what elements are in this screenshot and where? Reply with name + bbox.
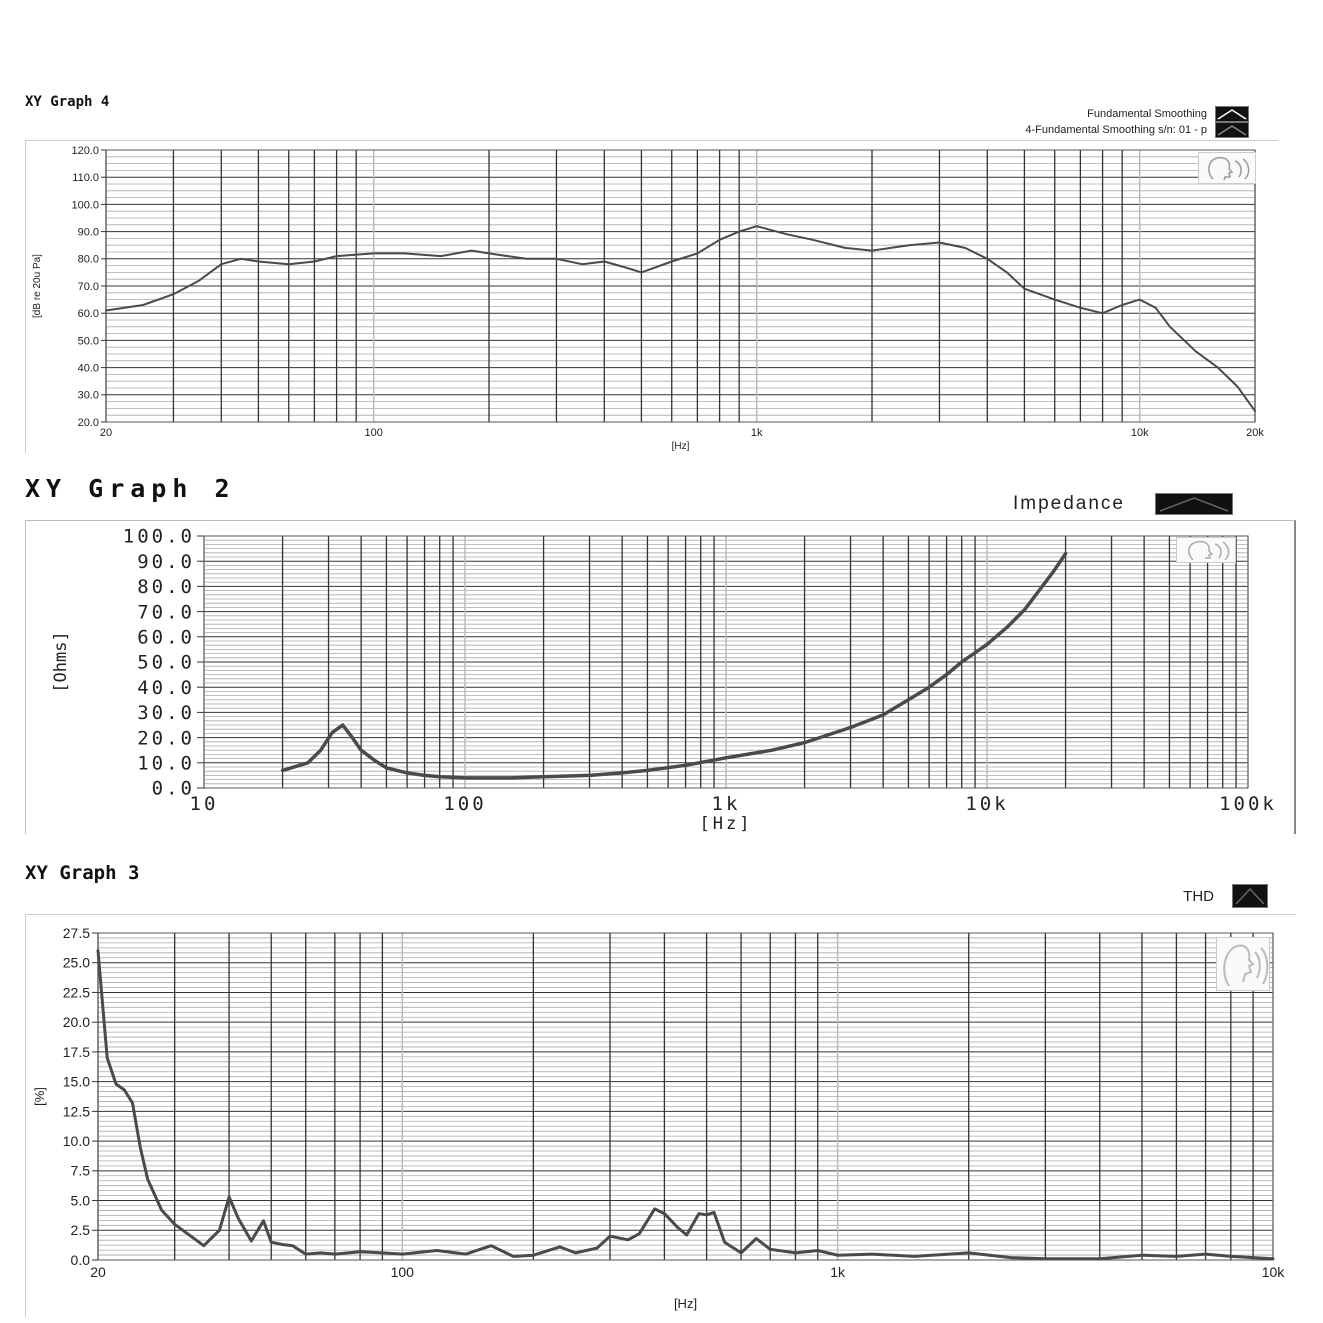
y-tick-label: 80.0 bbox=[137, 576, 195, 599]
y-tick-label: 20.0 bbox=[137, 727, 195, 750]
x-tick-label: 20 bbox=[90, 1264, 106, 1280]
y-tick-label: 40.0 bbox=[137, 676, 195, 699]
legend-label: Fundamental Smoothing bbox=[1087, 108, 1207, 120]
x-axis-label: [Hz] bbox=[671, 441, 690, 452]
y-tick-label: 100.0 bbox=[122, 525, 195, 548]
legend-label: Impedance bbox=[1012, 493, 1125, 514]
x-tick-label: 100k bbox=[1219, 793, 1277, 815]
x-tick-label: 10 bbox=[189, 793, 219, 815]
y-tick-label: 70.0 bbox=[77, 280, 99, 293]
y-tick-label: 0.0 bbox=[151, 777, 195, 800]
y-tick-label: 120.0 bbox=[71, 144, 99, 157]
y-tick-label: 60.0 bbox=[137, 626, 195, 649]
y-tick-label: 30.0 bbox=[137, 702, 195, 725]
y-tick-label: 60.0 bbox=[77, 308, 99, 321]
x-tick-label: 1k bbox=[750, 427, 763, 439]
y-tick-label: 20.0 bbox=[62, 1014, 90, 1031]
x-tick-label: 10k bbox=[1261, 1264, 1285, 1280]
graph4-title: XY Graph 4 bbox=[25, 94, 110, 110]
y-tick-label: 12.5 bbox=[62, 1103, 90, 1120]
y-axis-label: [dB re 20u Pa] bbox=[32, 254, 43, 318]
y-tick-label: 2.5 bbox=[70, 1222, 90, 1239]
y-tick-label: 27.5 bbox=[62, 924, 90, 941]
y-tick-label: 50.0 bbox=[77, 335, 99, 348]
x-tick-label: 1k bbox=[711, 793, 741, 815]
y-tick-label: 80.0 bbox=[77, 253, 99, 266]
y-tick-label: 40.0 bbox=[77, 362, 99, 375]
x-tick-label: 10k bbox=[1130, 427, 1149, 439]
x-tick-label: 100 bbox=[443, 793, 487, 815]
y-tick-label: 20.0 bbox=[77, 416, 99, 429]
y-tick-label: 7.5 bbox=[70, 1162, 90, 1179]
y-tick-label: 22.5 bbox=[62, 984, 90, 1001]
x-tick-label: 100 bbox=[364, 427, 383, 439]
y-axis-label: [Ohms] bbox=[51, 631, 71, 693]
y-tick-label: 0.0 bbox=[70, 1251, 90, 1268]
y-tick-label: 90.0 bbox=[77, 226, 99, 239]
y-tick-label: 25.0 bbox=[62, 954, 90, 971]
x-tick-label: 100 bbox=[390, 1264, 414, 1280]
x-tick-label: 20k bbox=[1246, 427, 1264, 439]
y-tick-label: 17.5 bbox=[62, 1043, 90, 1060]
x-axis-label: [Hz] bbox=[699, 814, 753, 834]
y-tick-label: 30.0 bbox=[77, 389, 99, 402]
x-tick-label: 10k bbox=[965, 793, 1009, 815]
x-tick-label: 20 bbox=[99, 427, 113, 439]
y-tick-label: 90.0 bbox=[137, 550, 195, 573]
y-axis-label: [%] bbox=[32, 1087, 47, 1106]
head-profile-logo bbox=[1216, 937, 1270, 991]
legend-label: 4-Fundamental Smoothing s/n: 01 - p bbox=[1025, 124, 1207, 136]
y-tick-label: 10.0 bbox=[62, 1132, 90, 1149]
y-tick-label: 15.0 bbox=[62, 1073, 90, 1090]
y-tick-label: 10.0 bbox=[137, 752, 195, 775]
y-tick-label: 110.0 bbox=[72, 172, 99, 185]
y-tick-label: 5.0 bbox=[70, 1192, 90, 1209]
y-tick-label: 100.0 bbox=[71, 199, 99, 212]
x-axis-label: [Hz] bbox=[673, 1296, 698, 1311]
graph3-title: XY Graph 3 bbox=[25, 862, 140, 884]
legend-label: THD bbox=[1183, 887, 1214, 905]
x-tick-label: 1k bbox=[830, 1264, 846, 1280]
y-tick-label: 50.0 bbox=[137, 651, 195, 674]
y-tick-label: 70.0 bbox=[137, 601, 195, 624]
graph2-title: XY Graph 2 bbox=[25, 474, 236, 503]
